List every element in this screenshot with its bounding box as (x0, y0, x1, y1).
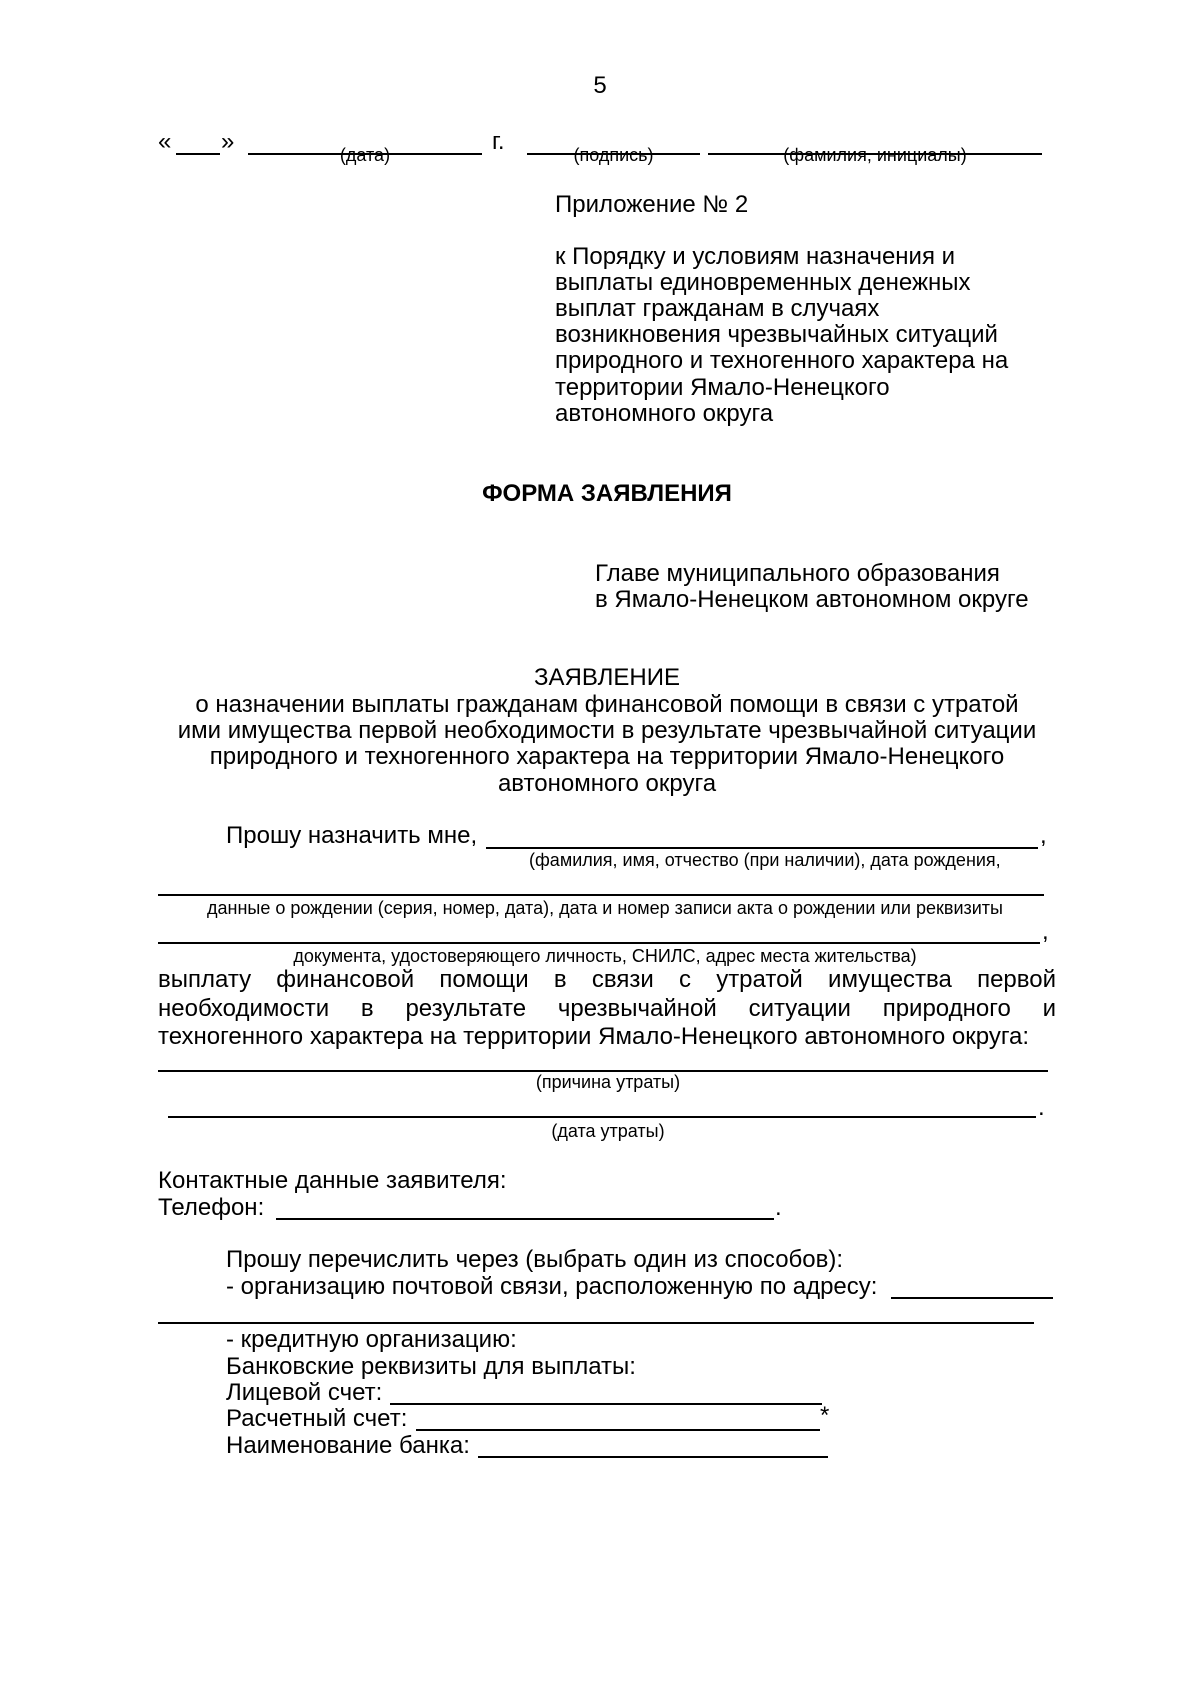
applicant-birth-data-line[interactable] (158, 894, 1044, 896)
applicant-document-line[interactable] (158, 942, 1040, 944)
applicant-caption-2: данные о рождении (серия, номер, дата), дата и номер записи акта о рождении или реквизиты (206, 898, 1003, 918)
appendix-line: возникновения чрезвычайных ситуаций (555, 321, 998, 348)
personal-account-line[interactable] (390, 1403, 822, 1405)
post-address-line[interactable] (891, 1297, 1053, 1299)
name-caption: (фамилия, инициалы) (783, 145, 967, 165)
bank-details-title: Банковские реквизиты для выплаты: (226, 1353, 636, 1380)
settlement-asterisk: * (820, 1402, 830, 1429)
year-suffix: г. (492, 128, 505, 155)
statement-subtitle-line: природного и техногенного характера на территории Ямало-Ненецкого (209, 743, 1005, 770)
page-number: 5 (593, 72, 607, 99)
form-title: ФОРМА ЗАЯВЛЕНИЯ (482, 480, 732, 507)
loss-date-period: . (1038, 1094, 1045, 1121)
contacts-title: Контактные данные заявителя: (158, 1167, 507, 1194)
appendix-line: выплат гражданам в случаях (555, 295, 880, 322)
appendix-line: выплаты единовременных денежных (555, 269, 971, 296)
appendix-line: территории Ямало-Ненецкого (555, 374, 890, 401)
personal-account-label: Лицевой счет: (226, 1379, 383, 1406)
appendix-line: к Порядку и условиям назначения и (555, 243, 956, 270)
day-blank-line[interactable] (176, 153, 220, 155)
addressee-line: в Ямало-Ненецком автономном округе (595, 586, 1029, 613)
bank-name-label: Наименование банка: (226, 1432, 470, 1459)
phone-period: . (775, 1194, 782, 1221)
loss-date-line[interactable] (168, 1116, 1036, 1118)
post-option: - организацию почтовой связи, расположенную по адресу: (226, 1273, 878, 1300)
applicant-caption-3: документа, удостоверяющего личность, СНИЛС, адрес места жительства) (293, 946, 917, 966)
settlement-account-label: Расчетный счет: (226, 1405, 408, 1432)
addressee-line: Главе муниципального образования (595, 560, 1000, 587)
request-body: выплату финансовой помощи в связи с утратой имущества первой необходимости в результате чрезвычайной ситуации природного и техногенного характера на территории Ямало-Ненецкого автономного округа: (158, 966, 1056, 1050)
loss-date-caption: (дата утраты) (551, 1121, 665, 1141)
loss-reason-caption: (причина утраты) (535, 1072, 681, 1092)
date-quote-close: » (221, 128, 235, 155)
transfer-intro: Прошу перечислить через (выбрать один из способов): (226, 1246, 844, 1273)
post-address-line-2[interactable] (158, 1322, 1034, 1324)
phone-label: Телефон: (158, 1194, 265, 1221)
phone-input-line[interactable] (276, 1218, 774, 1220)
applicant-document-comma: , (1042, 918, 1049, 945)
statement-subtitle-line: ими имущества первой необходимости в результате чрезвычайной ситуации (177, 717, 1037, 744)
settlement-account-line[interactable] (416, 1429, 820, 1431)
request-intro: Прошу назначить мне, (226, 822, 478, 849)
date-caption: (дата) (339, 145, 391, 165)
appendix-title: Приложение № 2 (555, 191, 749, 218)
appendix-line: природного и техногенного характера на (555, 347, 1009, 374)
bank-name-line[interactable] (478, 1456, 828, 1458)
applicant-line-comma: , (1040, 822, 1047, 849)
statement-subtitle-line: о назначении выплаты гражданам финансовой помощи в связи с утратой (195, 691, 1019, 718)
bank-option: - кредитную организацию: (226, 1326, 517, 1353)
signature-caption: (подпись) (573, 145, 654, 165)
applicant-name-line[interactable] (486, 847, 1038, 849)
statement-heading: ЗАЯВЛЕНИЕ (534, 664, 680, 691)
date-quote-open: « (158, 128, 172, 155)
statement-subtitle-line: автономного округа (497, 770, 717, 797)
appendix-line: автономного округа (555, 400, 774, 427)
applicant-caption-1: (фамилия, имя, отчество (при наличии), дата рождения, (529, 850, 1001, 870)
